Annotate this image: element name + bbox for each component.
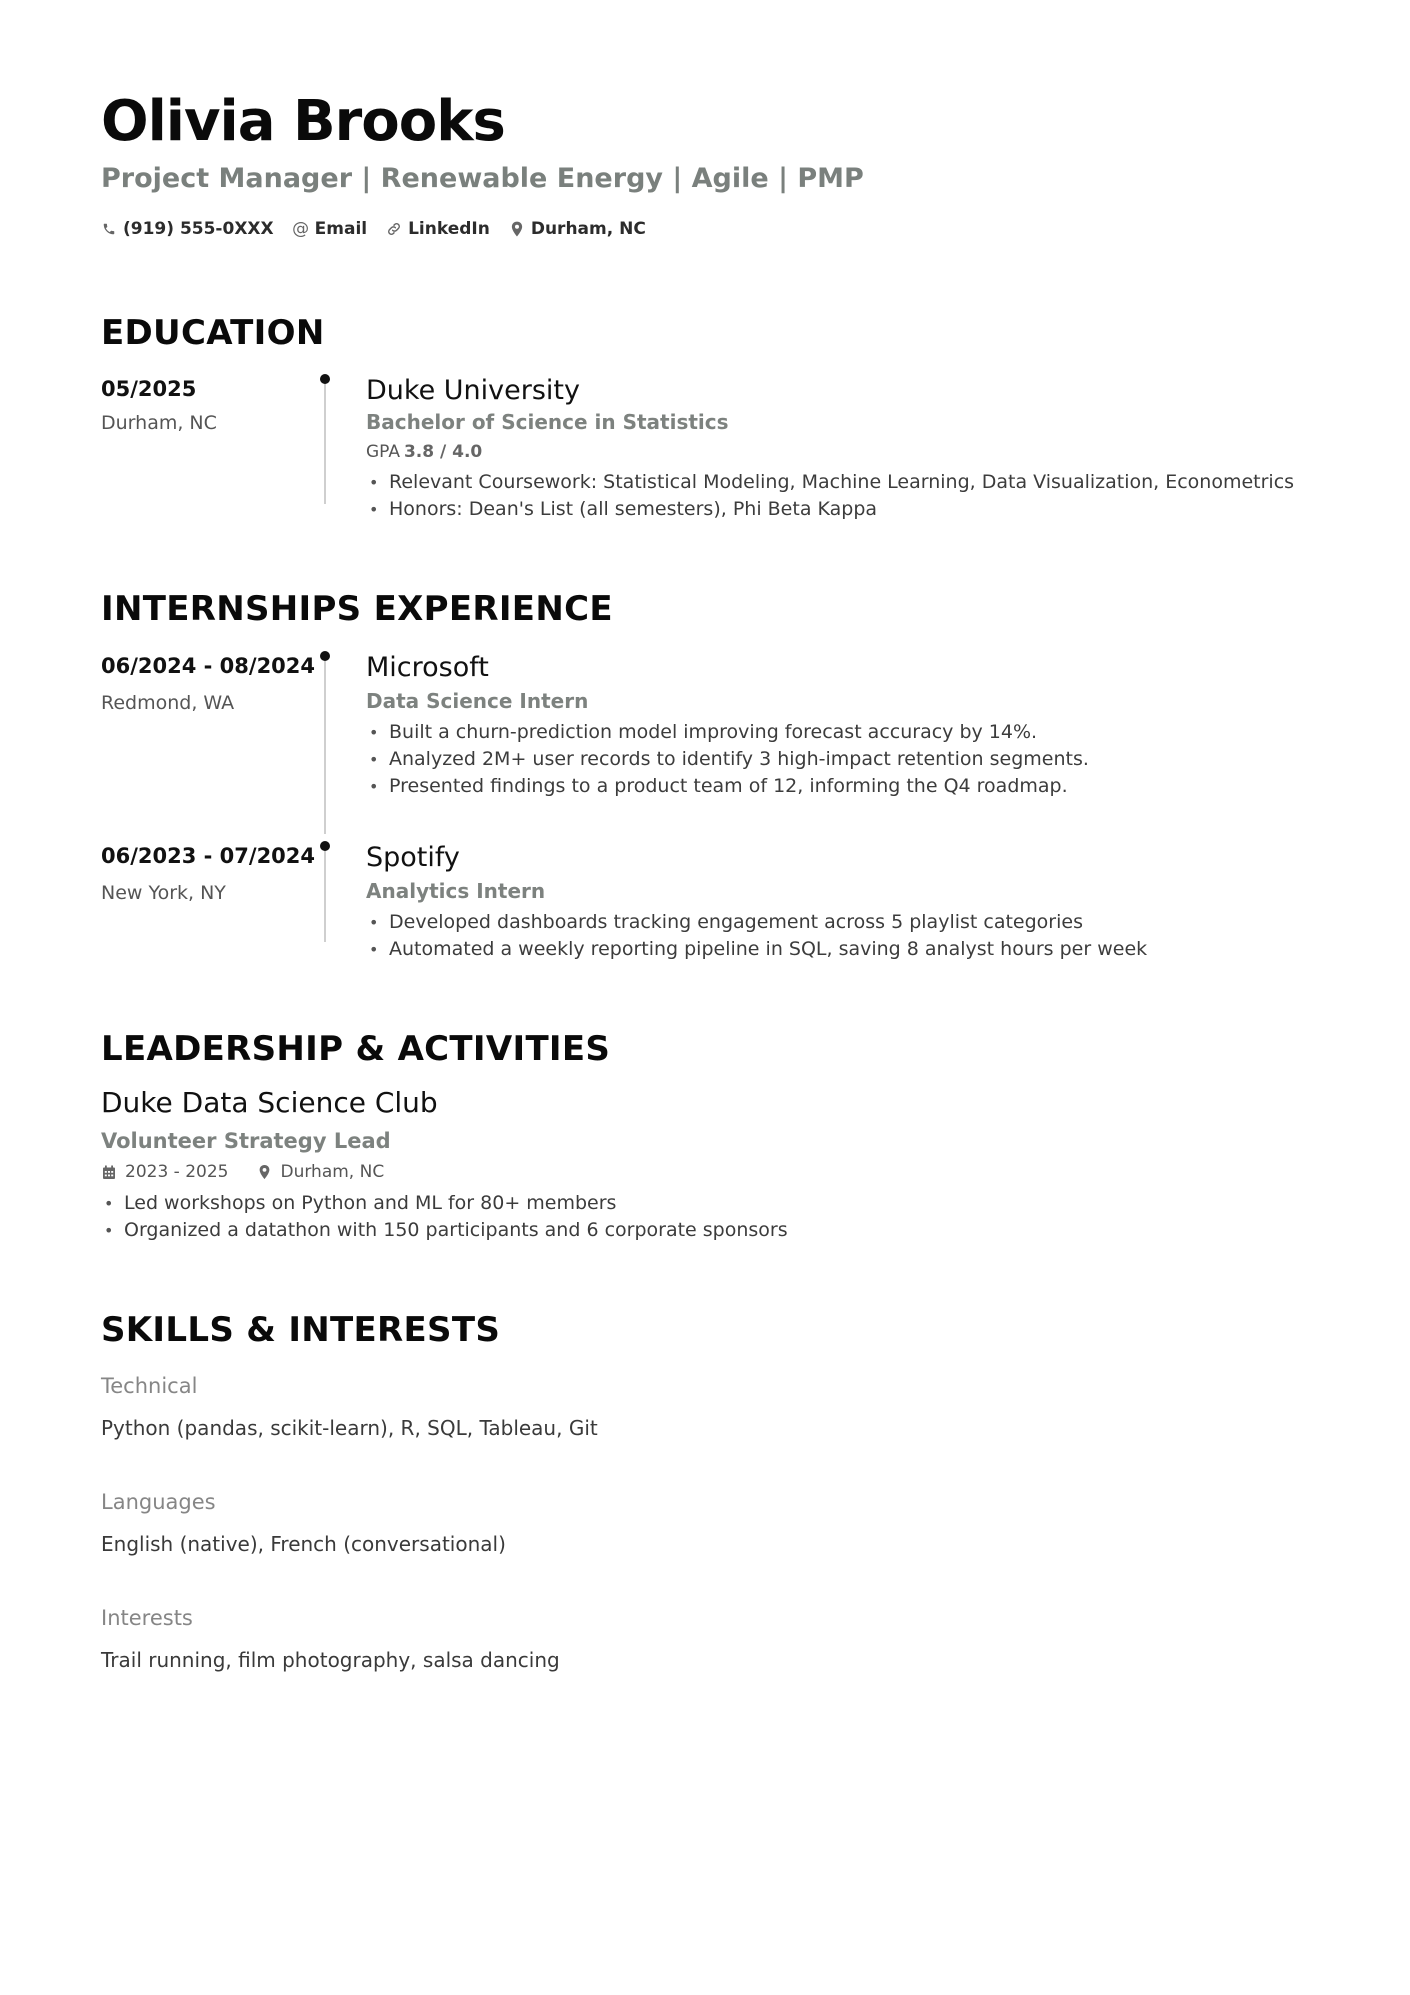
leadership-location xyxy=(256,1162,384,1182)
list-item: • Built a churn-prediction model improving forecast accuracy by 14%. xyxy=(366,719,1089,746)
leadership-location-text: Durham, NC xyxy=(280,1162,385,1182)
internship-entry-microsoft xyxy=(101,651,1311,831)
internship-entry-spotify xyxy=(101,841,1311,981)
section-title-education: EDUCATION xyxy=(101,313,325,353)
timeline-dot xyxy=(320,841,330,851)
skill-category-languages: Languages xyxy=(101,1490,216,1514)
leadership-meta xyxy=(101,1160,384,1184)
section-title-internships: INTERNSHIPS EXPERIENCE xyxy=(101,589,613,629)
phone-icon xyxy=(101,221,117,237)
list-item: • Automated a weekly reporting pipeline in SQL, saving 8 analyst hours per week xyxy=(366,936,1147,963)
link-icon xyxy=(386,221,402,237)
gpa-value: 3.8 / 4.0 xyxy=(403,442,483,462)
calendar-icon xyxy=(101,1164,117,1180)
job-title: Data Science Intern xyxy=(366,689,589,713)
education-entry xyxy=(101,374,1311,524)
list-item: • Led workshops on Python and ML for 80+ members xyxy=(101,1190,788,1217)
at-icon: @ xyxy=(292,219,310,239)
internship-bullets xyxy=(366,909,1147,963)
location-pin-icon xyxy=(509,221,525,237)
timeline-line xyxy=(324,845,326,942)
company-name: Spotify xyxy=(366,842,460,873)
education-bullets xyxy=(366,469,1294,523)
skill-category-interests: Interests xyxy=(101,1606,193,1630)
gpa-label: GPA xyxy=(366,442,400,462)
contact-phone[interactable] xyxy=(101,219,274,239)
timeline-line xyxy=(324,378,326,504)
internship-bullets xyxy=(366,719,1089,800)
list-item: • Presented findings to a product team of 12, informing the Q4 roadmap. xyxy=(366,773,1089,800)
list-item: • Relevant Coursework: Statistical Modeling, Machine Learning, Data Visualization, Econometrics xyxy=(366,469,1294,496)
contact-email-text: Email xyxy=(314,219,368,239)
skill-value-languages: English (native), French (conversational) xyxy=(101,1532,506,1556)
contact-phone-text: (919) 555-0XXX xyxy=(123,219,274,239)
contact-location-text: Durham, NC xyxy=(530,219,646,239)
company-name: Microsoft xyxy=(366,652,489,683)
entry-date: 06/2024 - 08/2024 xyxy=(101,654,316,678)
contact-location xyxy=(509,219,646,239)
section-title-leadership: LEADERSHIP & ACTIVITIES xyxy=(101,1029,611,1069)
skill-value-interests: Trail running, film photography, salsa dancing xyxy=(101,1648,560,1672)
gpa xyxy=(366,440,482,464)
list-item: • Honors: Dean's List (all semesters), Phi Beta Kappa xyxy=(366,496,1294,523)
skill-category-technical: Technical xyxy=(101,1374,198,1398)
candidate-name: Olivia Brooks xyxy=(101,89,505,154)
contact-linkedin[interactable] xyxy=(386,219,490,239)
leadership-organization: Duke Data Science Club xyxy=(101,1086,438,1119)
leadership-bullets xyxy=(101,1190,788,1244)
entry-location: Durham, NC xyxy=(101,412,217,434)
leadership-role: Volunteer Strategy Lead xyxy=(101,1129,391,1153)
timeline-line xyxy=(324,655,326,834)
location-pin-icon xyxy=(256,1164,272,1180)
contact-linkedin-text: LinkedIn xyxy=(408,219,490,239)
institution-name: Duke University xyxy=(366,375,580,406)
leadership-dates-text: 2023 - 2025 xyxy=(125,1162,229,1182)
skill-value-technical: Python (pandas, scikit-learn), R, SQL, Tableau, Git xyxy=(101,1416,598,1440)
candidate-headline: Project Manager | Renewable Energy | Agile | PMP xyxy=(101,163,864,194)
entry-location: New York, NY xyxy=(101,882,226,904)
section-title-skills: SKILLS & INTERESTS xyxy=(101,1310,501,1350)
degree-title: Bachelor of Science in Statistics xyxy=(366,410,729,434)
timeline-dot xyxy=(320,374,330,384)
list-item: • Developed dashboards tracking engagement across 5 playlist categories xyxy=(366,909,1147,936)
list-item: • Analyzed 2M+ user records to identify 3 high-impact retention segments. xyxy=(366,746,1089,773)
job-title: Analytics Intern xyxy=(366,879,546,903)
entry-location: Redmond, WA xyxy=(101,692,235,714)
entry-date: 06/2023 - 07/2024 xyxy=(101,844,316,868)
contact-bar xyxy=(101,216,646,242)
leadership-dates xyxy=(101,1162,228,1182)
timeline-dot xyxy=(320,651,330,661)
entry-date: 05/2025 xyxy=(101,377,197,401)
contact-email[interactable] xyxy=(293,219,367,239)
list-item: • Organized a datathon with 150 participants and 6 corporate sponsors xyxy=(101,1217,788,1244)
